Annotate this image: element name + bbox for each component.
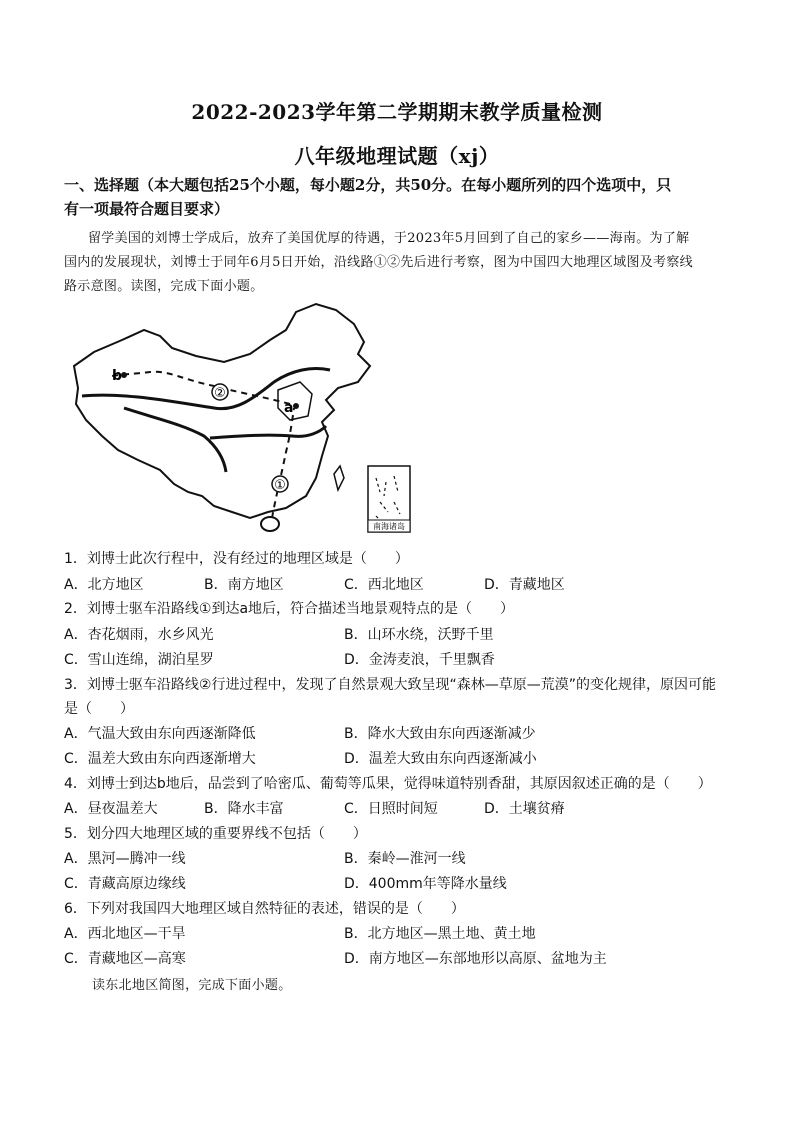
q4-option-c: C．日照时间短	[344, 801, 438, 817]
q1-option-c: C．西北地区	[344, 577, 424, 593]
q5-option-c: C．青藏高原边缘线	[64, 876, 186, 892]
q2-option-d: D．金涛麦浪，千里飘香	[344, 652, 495, 668]
question-3-stem-cont: 是（ ）	[64, 701, 134, 717]
boundary-line	[124, 408, 226, 472]
exam-subtitle: 八年级地理试题（xj）	[294, 144, 500, 168]
boundary-line	[210, 426, 326, 438]
q6-option-d: D．南方地区—东部地形以高原、盆地为主	[344, 951, 607, 967]
question-1-stem: 1．刘博士此次行程中，没有经过的地理区域是（ ）	[64, 551, 409, 567]
route-1-label: ①	[274, 478, 286, 493]
inset-caption: 南海诸岛	[373, 522, 405, 531]
intro-line: 留学美国的刘博士学成后，放弃了美国优厚的待遇，于2023年5月回到了自己的家乡——海南。为了解	[88, 231, 690, 246]
intro-line: 国内的发展现状，刘博士于同年6月5日开始，沿线路①②先后进行考察，图为中国四大地理区域图及考察线	[64, 255, 693, 270]
exam-title: 2022-2023学年第二学期期末教学质量检测	[191, 100, 603, 124]
q6-option-a: A．西北地区—干旱	[64, 926, 186, 942]
q1-option-d: D．青藏地区	[484, 577, 565, 593]
q2-option-b: B．山环水绕，沃野千里	[344, 627, 494, 643]
q5-option-b: B．秦岭—淮河一线	[344, 851, 466, 867]
label-a: a	[284, 400, 294, 416]
intro-line: 路示意图。读图，完成下面小题。	[64, 279, 264, 294]
section-heading-line2: 有一项最符合题目要求）	[64, 200, 230, 218]
question-4-stem: 4．刘博士到达b地后，品尝到了哈密瓜、葡萄等瓜果，觉得味道特别香甜，其原因叙述正确的是（ ）	[64, 776, 712, 792]
question-2-stem: 2．刘博士驱车沿路线①到达a地后，符合描述当地景观特点的是（ ）	[64, 601, 515, 617]
hainan-island	[261, 517, 279, 531]
china-regions-map	[64, 296, 416, 542]
taiwan-island	[334, 466, 344, 490]
q3-option-a: A．气温大致由东向西逐渐降低	[64, 726, 256, 742]
china-outline	[74, 304, 370, 518]
q5-option-d: D．400mm年等降水量线	[344, 876, 507, 892]
question-5-stem: 5．划分四大地理区域的重要界线不包括（ ）	[64, 826, 367, 842]
q4-option-a: A．昼夜温差大	[64, 801, 158, 817]
route-2-line	[112, 372, 290, 404]
q1-option-a: A．北方地区	[64, 577, 144, 593]
question-6-stem: 6．下列对我国四大地理区域自然特征的表述，错误的是（ ）	[64, 901, 465, 917]
q3-option-c: C．温差大致由东向西逐渐增大	[64, 751, 256, 767]
route-2-label: ②	[214, 386, 226, 401]
q3-option-d: D．温差大致由东向西逐渐减小	[344, 751, 537, 767]
q2-option-a: A．杏花烟雨，水乡风光	[64, 627, 214, 643]
q6-option-c: C．青藏地区—高寒	[64, 951, 186, 967]
q1-option-b: B．南方地区	[204, 577, 284, 593]
q5-option-a: A．黑河—腾冲一线	[64, 851, 186, 867]
point-a	[293, 403, 299, 409]
q4-option-d: D．土壤贫瘠	[484, 801, 565, 817]
q3-option-b: B．降水大致由东向西逐渐减少	[344, 726, 536, 742]
q6-option-b: B．北方地区—黑土地、黄土地	[344, 926, 536, 942]
q2-option-c: C．雪山连绵，湖泊星罗	[64, 652, 214, 668]
route-1-line	[272, 408, 294, 518]
section-heading-line1: 一、选择题（本大题包括25个小题，每小题2分，共50分。在每小题所列的四个选项中，只	[64, 176, 672, 194]
question-3-stem: 3．刘博士驱车沿路线②行进过程中，发现了自然景观大致呈现“森林—草原—荒漠”的变化规律，原因可能	[64, 677, 716, 693]
label-b: b	[112, 368, 123, 384]
next-section-note: 读东北地区简图，完成下面小题。	[92, 978, 292, 993]
q4-option-b: B．降水丰富	[204, 801, 284, 817]
